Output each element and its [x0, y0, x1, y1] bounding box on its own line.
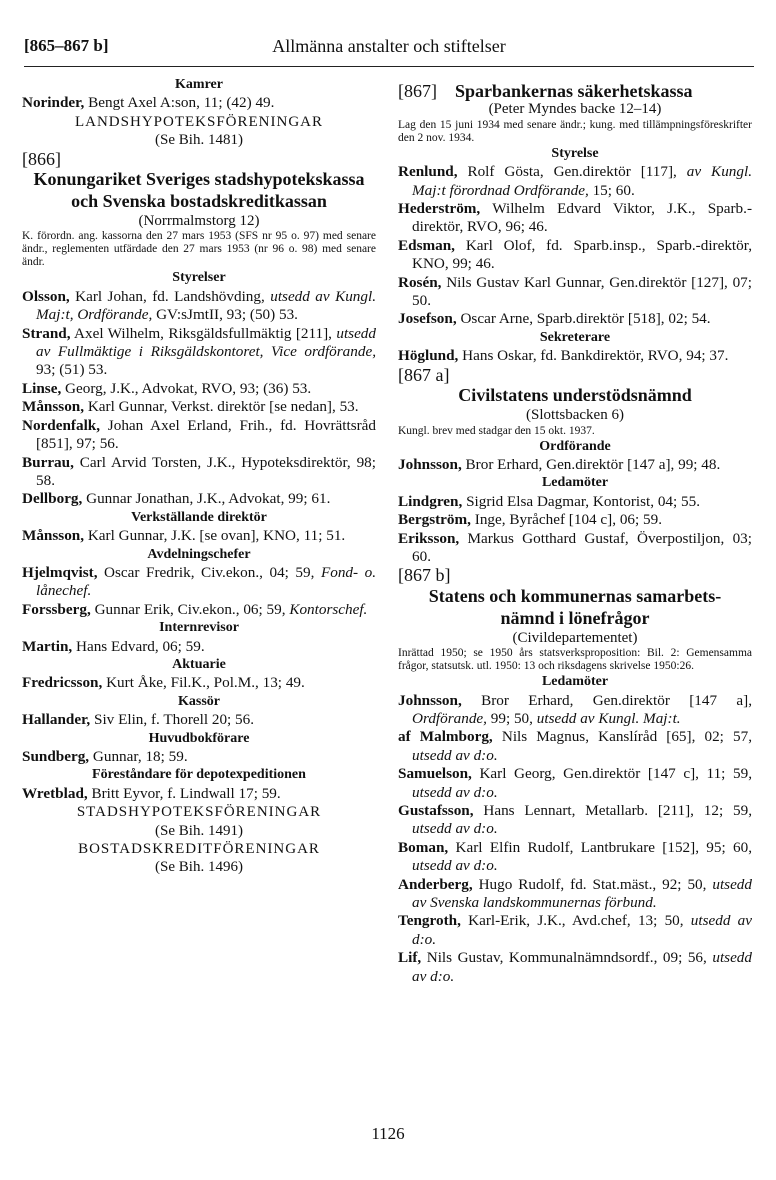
person-entry: Edsman, Karl Olof, fd. Sparb.insp., Sparb.-direktör, KNO, 99; 46. [398, 236, 752, 273]
role-heading: Föreståndare för depotexpeditionen [92, 767, 306, 783]
person-entry: Hjelmqvist, Oscar Fredrik, Civ.ekon., 04; 59, Fond- o. lånechef. [22, 563, 376, 600]
person-entry: Johnsson, Bror Erhard, Gen.direktör [147 a], 99; 48. [398, 455, 721, 473]
section-number: [867 a] [398, 364, 450, 385]
section-address: (Peter Myndes backe 12–14) [488, 101, 662, 118]
person-entry: Renlund, Rolf Gösta, Gen.direktör [117], av Kungl. Maj:t förordnad Ordförande, 15; 60. [398, 163, 752, 199]
section-address: (Civildepartementet) [512, 629, 638, 646]
legal-note: Lag den 15 juni 1934 med senare ändr.; kung. med tillämpningsföreskrifter den 2 nov. 1934. [398, 118, 752, 144]
section-title: Statens och kommunernas samarbets- nämnd i lönefrågor [428, 585, 722, 628]
board-list [22, 288, 376, 509]
cross-reference: (Se Bih. 1481) [155, 132, 243, 149]
role-heading: Ledamöter [541, 475, 609, 491]
members-list [398, 493, 752, 567]
cross-reference: (Se Bih. 1496) [155, 859, 243, 876]
members-list [398, 692, 752, 987]
section-heading [398, 82, 752, 100]
role-heading: Verkställande direktör [131, 509, 267, 525]
legal-note: K. förordn. ang. kassorna den 27 mars 1953 (SFS nr 95 o. 97) med senare ändr., reglementen utfärdade den 27 mars 1953 (nr 96 o. 98) med senare ändr. [22, 230, 376, 269]
person-entry: Månsson, Karl Gunnar, J.K. [se ovan], KNO, 11; 51. [22, 527, 346, 545]
role-heading: Internrevisor [159, 620, 239, 636]
person-entry: Anderberg, Hugo Rudolf, fd. Stat.mäst., 92; 50, utsedd av Svenska landskommunernas förbund. [398, 875, 752, 912]
role-heading: Ordförande [539, 438, 611, 454]
board-list [398, 163, 752, 329]
person-entry: Bergström, Inge, Byråchef [104 c], 06; 59. [398, 511, 663, 529]
section-number: [867 b] [398, 565, 451, 586]
person-entry: Nordenfalk, Johan Axel Erland, Frih., fd. Hovrättsråd [851], 97; 56. [22, 416, 376, 453]
legal-note: Inrättad 1950; se 1950 års statsverksproposition: Bil. 2: Gemensamma frågor, statsutsk. utl. 1950: 13 och riksdagens skrivelse 1950:26. [398, 647, 752, 673]
person-entry: Eriksson, Markus Gotthard Gustaf, Överpostiljon, 03; 60. [398, 529, 752, 565]
section-title: Sparbankernas säkerhetskassa [455, 81, 693, 101]
person-entry: Fredricsson, Kurt Åke, Fil.K., Pol.M., 13; 49. [22, 674, 305, 692]
person-entry: Johnsson, Bror Erhard, Gen.direktör [147 a], Ordförande, 99; 50, utsedd av Kungl. Maj:t. [398, 691, 752, 727]
person-entry: Dellborg, Gunnar Jonathan, J.K., Advokat, 99; 61. [22, 490, 331, 508]
org-heading: LANDSHYPOTEKSFÖRENINGAR [74, 113, 323, 130]
org-heading: STADSHYPOTEKSFÖRENINGAR [76, 804, 322, 821]
person-entry: Lindgren, Sigrid Elsa Dagmar, Kontorist, 04; 55. [398, 492, 701, 510]
running-header [24, 36, 754, 67]
role-heading: Huvudbokförare [148, 730, 250, 746]
role-heading: Styrelse [551, 145, 599, 161]
person-entry: Josefson, Oscar Arne, Sparb.direktör [518], 02; 54. [398, 310, 711, 328]
person-entry: Forssberg, Gunnar Erik, Civ.ekon., 06; 59, Kontorschef. [22, 600, 368, 618]
person-entry: Strand, Axel Wilhelm, Riksgäldsfullmäktig [211], utsedd av Fullmäktige i Riksgäldskontoret, Vice ordförande, 93; (51) 53. [22, 324, 376, 379]
person-entry: Höglund, Hans Oskar, fd. Bankdirektör, RVO, 94; 37. [398, 347, 729, 365]
role-heading: Styrelser [172, 270, 226, 286]
person-entry: Olsson, Karl Johan, fd. Landshövding, utsedd av Kungl. Maj:t, Ordförande, GV:sJmtII, 93; (50) 53. [22, 287, 376, 324]
person-entry: af Malmborg, Nils Magnus, Kanslíråd [65], 02; 57, utsedd av d:o. [398, 728, 752, 764]
person-entry: Norinder, Bengt Axel A:son, 11; (42) 49. [22, 94, 275, 112]
section-number: [866] [22, 148, 61, 169]
role-heading: Kamrer [175, 77, 223, 92]
section-address: (Slottsbacken 6) [526, 407, 624, 424]
section-title: Konungariket Sveriges stadshypotekskassa och Svenska bostadskreditkassan [33, 169, 365, 212]
right-column [398, 76, 752, 986]
legal-note: Kungl. brev med stadgar den 15 okt. 1937. [398, 424, 595, 437]
person-entry: Tengroth, Karl-Erik, J.K., Avd.chef, 13; 50, utsedd av d:o. [398, 912, 752, 948]
role-heading: Sekreterare [539, 329, 611, 345]
person-entry: Linse, Georg, J.K., Advokat, RVO, 93; (36) 53. [22, 379, 312, 397]
person-entry: Sundberg, Gunnar, 18; 59. [22, 748, 188, 765]
section-address: (Norrmalmstorg 12) [138, 213, 260, 230]
department-heads-list [22, 564, 376, 619]
person-entry: Martin, Hans Edvard, 06; 59. [22, 637, 205, 655]
person-entry: Hederström, Wilhelm Edvard Viktor, J.K., Sparb.-direktör, RVO, 96; 46. [398, 200, 752, 236]
role-heading: Avdelningschefer [147, 546, 251, 562]
person-entry: Samuelson, Karl Georg, Gen.direktör [147 c], 11; 59, utsedd av d:o. [398, 765, 752, 801]
role-heading: Aktuarie [172, 656, 226, 672]
role-heading: Ledamöter [541, 674, 609, 690]
person-entry: Boman, Karl Elfin Rudolf, Lantbrukare [152], 95; 60, utsedd av d:o. [398, 838, 752, 875]
left-column [22, 76, 376, 877]
cross-reference: (Se Bih. 1491) [155, 822, 243, 839]
person-entry: Månsson, Karl Gunnar, Verkst. direktör [se nedan], 53. [22, 398, 359, 416]
person-entry: Lif, Nils Gustav, Kommunalnämndsordf., 09; 56, utsedd av d:o. [398, 949, 752, 985]
section-title: Civilstatens understödsnämnd [458, 385, 692, 406]
page-number: 1126 [371, 1124, 405, 1143]
person-entry: Wretblad, Britt Eyvor, f. Lindwall 17; 59. [22, 784, 281, 802]
person-entry: Hallander, Siv Elin, f. Thorell 20; 56. [22, 711, 255, 729]
person-entry: Gustafsson, Hans Lennart, Metallarb. [211], 12; 59, utsedd av d:o. [398, 802, 752, 838]
org-heading: BOSTADSKREDITFÖRENINGAR [78, 841, 320, 858]
person-entry: Rosén, Nils Gustav Karl Gunnar, Gen.direktör [127], 07; 50. [398, 273, 752, 310]
person-entry: Burrau, Carl Arvid Torsten, J.K., Hypoteksdirektör, 98; 58. [22, 453, 376, 489]
section-number: [867] [398, 81, 437, 101]
running-title: Allmänna anstalter och stiftelser [272, 36, 506, 56]
role-heading: Kassör [178, 693, 220, 709]
section-range: [865–867 b] [24, 36, 109, 55]
